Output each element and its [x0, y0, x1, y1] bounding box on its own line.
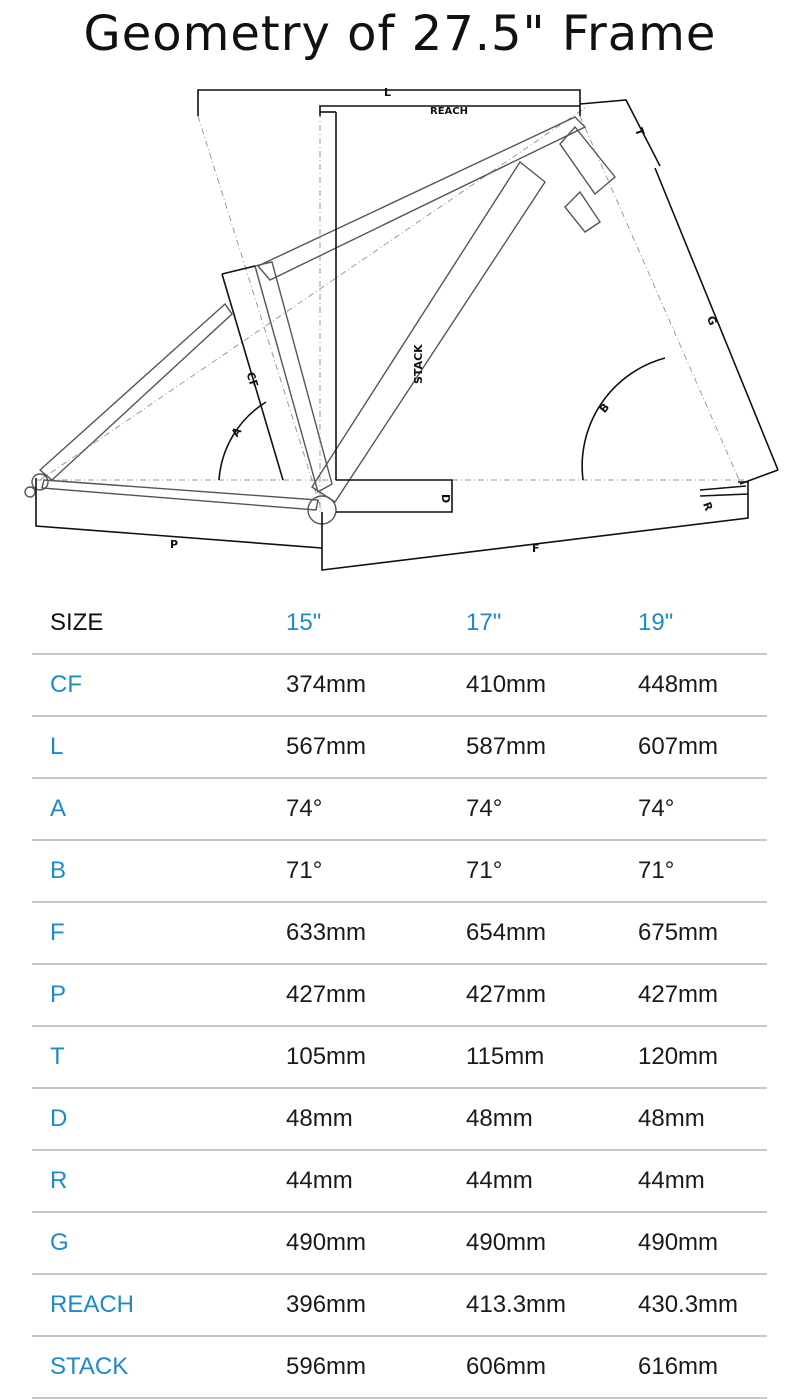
- row-label: R: [32, 1150, 286, 1212]
- row-value-17: 490mm: [466, 1212, 638, 1274]
- row-label: B: [32, 840, 286, 902]
- row-label: T: [32, 1026, 286, 1088]
- table-row: [32, 1336, 767, 1398]
- row-value-15: 596mm: [286, 1336, 466, 1398]
- row-label: L: [32, 716, 286, 778]
- row-value-17: 44mm: [466, 1150, 638, 1212]
- size-header-label: SIZE: [32, 593, 286, 654]
- frame-geometry-diagram: [0, 82, 800, 582]
- dim-label-a: A: [228, 424, 245, 440]
- row-value-17: 654mm: [466, 902, 638, 964]
- table-row: [32, 1212, 767, 1274]
- row-label: CF: [32, 654, 286, 716]
- geometry-table: [32, 593, 767, 1399]
- row-value-15: 48mm: [286, 1088, 466, 1150]
- row-value-17: 48mm: [466, 1088, 638, 1150]
- row-value-19: 48mm: [638, 1088, 767, 1150]
- row-value-15: 490mm: [286, 1212, 466, 1274]
- row-value-15: 396mm: [286, 1274, 466, 1336]
- table-header-row: [32, 593, 767, 654]
- row-label: REACH: [32, 1274, 286, 1336]
- row-value-17: 427mm: [466, 964, 638, 1026]
- row-label: A: [32, 778, 286, 840]
- dim-label-p: P: [170, 538, 179, 551]
- size-header-19: 19": [638, 593, 767, 654]
- row-label: F: [32, 902, 286, 964]
- row-value-15: 74°: [286, 778, 466, 840]
- row-value-19: 448mm: [638, 654, 767, 716]
- dim-label-cf: CF: [243, 370, 261, 390]
- table-row: [32, 1150, 767, 1212]
- dim-label-stack: STACK: [412, 344, 425, 384]
- row-value-17: 606mm: [466, 1336, 638, 1398]
- row-value-19: 607mm: [638, 716, 767, 778]
- row-value-19: 120mm: [638, 1026, 767, 1088]
- row-value-19: 675mm: [638, 902, 767, 964]
- row-value-19: 490mm: [638, 1212, 767, 1274]
- dim-label-t: T: [632, 126, 647, 138]
- row-value-17: 410mm: [466, 654, 638, 716]
- dim-label-r: R: [700, 500, 716, 513]
- dim-label-b: B: [596, 400, 613, 416]
- row-value-15: 427mm: [286, 964, 466, 1026]
- row-value-15: 633mm: [286, 902, 466, 964]
- row-value-17: 413.3mm: [466, 1274, 638, 1336]
- row-value-17: 587mm: [466, 716, 638, 778]
- row-value-19: 44mm: [638, 1150, 767, 1212]
- row-value-15: 567mm: [286, 716, 466, 778]
- row-value-15: 374mm: [286, 654, 466, 716]
- row-value-15: 44mm: [286, 1150, 466, 1212]
- row-value-17: 71°: [466, 840, 638, 902]
- dim-label-reach: REACH: [430, 106, 468, 117]
- table-row: [32, 1274, 767, 1336]
- dim-label-l: L: [384, 86, 392, 99]
- row-value-19: 71°: [638, 840, 767, 902]
- table-row: [32, 654, 767, 716]
- table-row: [32, 964, 767, 1026]
- table-row: [32, 716, 767, 778]
- row-value-19: 616mm: [638, 1336, 767, 1398]
- row-value-15: 105mm: [286, 1026, 466, 1088]
- dim-label-f: F: [532, 542, 540, 555]
- row-value-17: 74°: [466, 778, 638, 840]
- row-label: G: [32, 1212, 286, 1274]
- size-header-17: 17": [466, 593, 638, 654]
- table-row: [32, 1026, 767, 1088]
- row-value-15: 71°: [286, 840, 466, 902]
- size-header-15: 15": [286, 593, 466, 654]
- page-title: Geometry of 27.5" Frame: [83, 6, 717, 62]
- row-value-19: 430.3mm: [638, 1274, 767, 1336]
- row-label: STACK: [32, 1336, 286, 1398]
- row-value-19: 74°: [638, 778, 767, 840]
- row-value-19: 427mm: [638, 964, 767, 1026]
- dim-label-g: G: [704, 314, 720, 328]
- table-row: [32, 1088, 767, 1150]
- table-row: [32, 840, 767, 902]
- dim-label-d: D: [439, 494, 452, 504]
- row-label: P: [32, 964, 286, 1026]
- row-label: D: [32, 1088, 286, 1150]
- table-row: [32, 902, 767, 964]
- row-value-17: 115mm: [466, 1026, 638, 1088]
- table-row: [32, 778, 767, 840]
